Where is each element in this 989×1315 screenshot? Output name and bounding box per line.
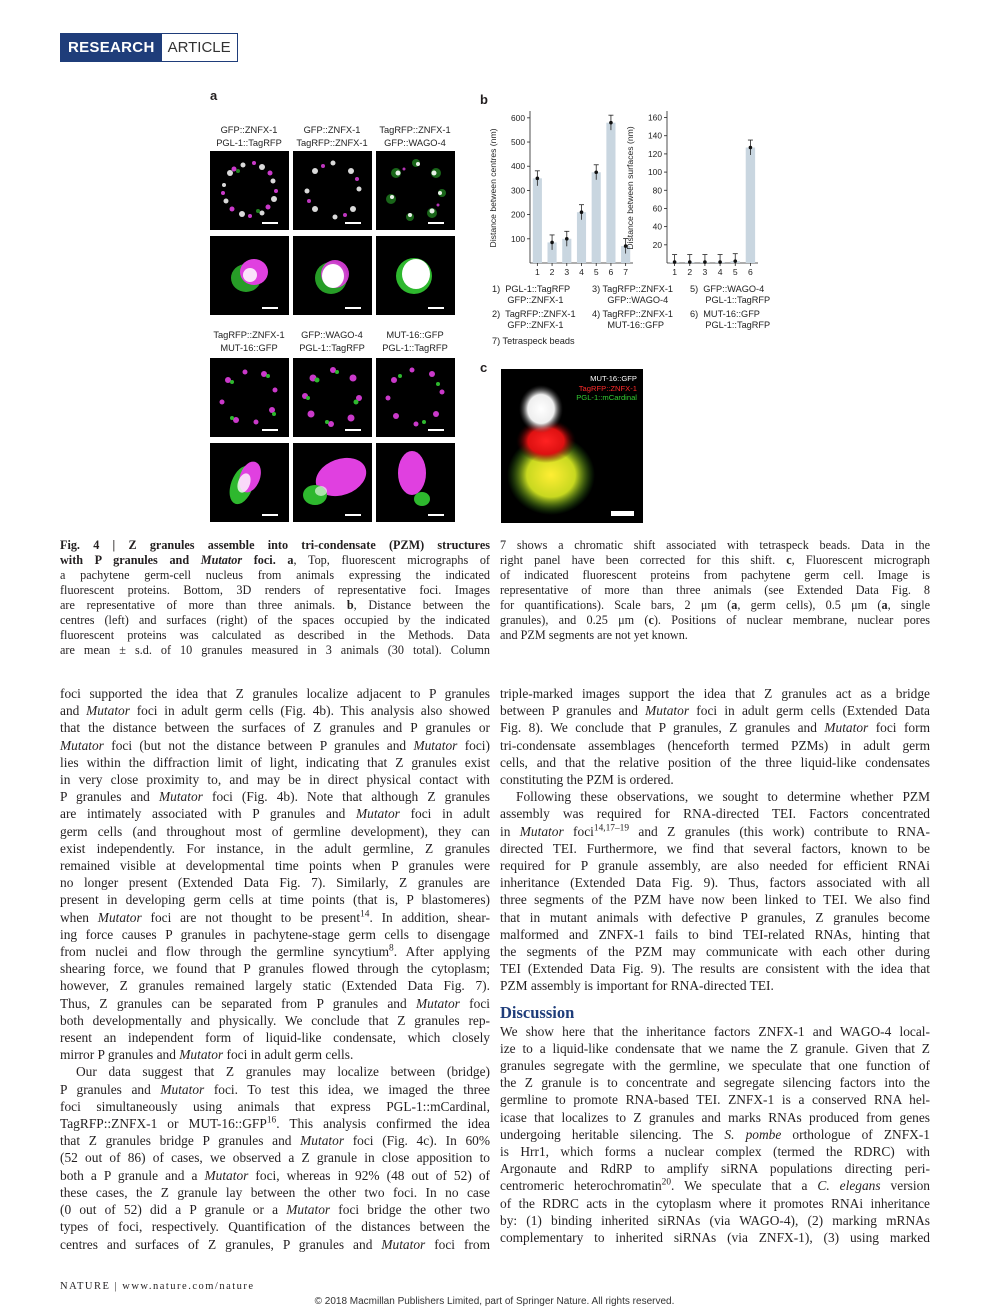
caption-line: centres (left) and surfaces (right) of the spaces occupied by the indicated <box>60 613 490 627</box>
granule-render <box>376 236 455 315</box>
granule-render <box>210 443 289 522</box>
pzm-micrograph <box>501 369 643 523</box>
body-line: types of foci, respectively. Quantification of the distances between the <box>60 1219 490 1235</box>
body-line: shearing force, we found that P granules flowed through the cytoplasm; <box>60 961 490 977</box>
research-label: RESEARCH <box>61 34 162 61</box>
x-tick-label: 7 <box>623 267 629 277</box>
body-line: centres and surfaces of Z granules, P granules and Mutator foci from <box>60 1236 490 1252</box>
caption-line: for quantifications). Scale bars, 2 μm (a, germ cells), 0.5 μm (a, single <box>500 598 930 612</box>
x-tick-label: 6 <box>608 267 614 277</box>
caption-line: are mean ± s.d. of 10 granules measured in 3 animals (30 total). Column <box>60 643 490 657</box>
body-line: however, Z granules remained largely static (Extended Data Fig. 7). <box>60 978 490 994</box>
caption-line: fluorescent proteins was calculated as described in the Methods. Data <box>60 628 490 642</box>
y-tick-label: 600 <box>511 112 525 123</box>
body-line: Following these observations, we sought to determine whether PZM <box>516 789 930 805</box>
caption-line: representative of more than three animals (see Extended Data Fig. 8 <box>500 583 930 597</box>
y-tick-label: 120 <box>648 148 662 159</box>
legend-item: 4) TagRFP::ZNFX-1 MUT-16::GFP <box>592 309 674 330</box>
body-line: that Z granules bridge P granules and Mutator foci (Fig. 4c). In 60% <box>60 1133 491 1149</box>
bar <box>577 212 586 263</box>
x-tick-label: 6 <box>748 267 753 277</box>
caption-line: of indicated fluorescent proteins from pachytene germ cell. Image is <box>500 568 930 582</box>
y-tick-label: 400 <box>511 161 525 172</box>
body-line: TagRFP::ZNFX-1 or MUT-16::GFP$^{16}$. This analysis confirmed the idea <box>60 1115 490 1132</box>
body-column-left <box>60 685 490 1253</box>
body-line: P granules and Mutator foci. To test this idea, we imaged the three <box>60 1081 490 1097</box>
body-line: PZM assembly is important for RNA-directed TEI. <box>500 978 774 994</box>
body-line: cells, and that the relative position of the three liquid-like condensates <box>500 754 930 770</box>
body-line: that in mutant animals with defective P granules, Z granules become <box>500 909 930 925</box>
granule-render <box>293 443 372 522</box>
data-point <box>609 121 613 125</box>
body-line: present in developing germ cells at time points (that is, P blastomeres) <box>60 892 490 908</box>
granule-render <box>210 236 289 315</box>
body-line: lies within the diffraction limit of light, indicating that Z granules exist <box>60 754 490 770</box>
figure-caption-left <box>60 538 490 658</box>
y-tick-label: 20 <box>652 239 662 250</box>
body-line: tri-condensate assemblages (henceforth termed PZMs) in adult germ <box>500 737 930 753</box>
body-line: centromeric heterochromatin$^{20}$. We speculate that a C. elegans version <box>500 1178 930 1194</box>
y-tick-label: 40 <box>652 221 662 232</box>
x-tick-label: 5 <box>732 267 738 277</box>
x-tick-label: 3 <box>702 267 708 277</box>
granule-render <box>293 236 372 315</box>
nucleus-micrograph <box>376 358 455 437</box>
body-line: foci simultaneously using animals that express PGL-1::mCardinal, <box>60 1098 490 1114</box>
bar <box>606 123 615 263</box>
legend-item: 2) TagRFP::ZNFX-1 GFP::ZNFX-1 <box>492 309 576 330</box>
nucleus-micrograph <box>210 358 289 437</box>
body-line: and Mutator foci in adult germ cells (Fig. 4b). This analysis also showed <box>60 703 490 719</box>
body-line: by: (1) binding inherited siRNAs (via WAGO-4), (2) marking mRNAs <box>500 1212 930 1228</box>
body-line: remained visible at developmental time points when P granules were <box>60 858 490 874</box>
body-line: of the RDRC acts in the cytoplasm where it promotes RNAi inheritance <box>500 1195 930 1211</box>
body-line: inheritance (Extended Data Fig. 9). Thus, factors associated with all <box>500 875 930 891</box>
body-line: ing force causes P granules in pachytene-stage germ cells to disengage <box>60 926 490 942</box>
body-line: Our data suggest that Z granules may localize between (bridge) <box>76 1064 490 1080</box>
body-line: foci supported the idea that Z granules localize adjacent to P granules <box>60 686 490 701</box>
caption-line: with P granules and Mutator foci. a, Top, fluorescent micrographs of <box>60 553 490 567</box>
legend-item: 5) GFP::WAGO-4 PGL-1::TagRFP <box>690 284 771 305</box>
body-line: malformed and ZNFX-1 fails to bind TEI-related RNAs, hinting that <box>500 926 930 942</box>
body-line: these cases, the Z granule lay between the other two foci. In no case <box>60 1184 490 1200</box>
body-line: icase that localizes to Z granules and marks RNAs produced from genes <box>500 1109 930 1125</box>
caption-line: Fig. 4 | Z granules assemble into tri-condensate (PZM) structures <box>60 538 490 552</box>
panel-a-label: a <box>210 88 218 103</box>
body-line: no longer present (Extended Data Fig. 7). Similarly, Z granules are <box>60 875 490 891</box>
x-tick-label: 4 <box>717 267 723 277</box>
y-axis-label: Distance between centres (nm) <box>488 128 498 248</box>
body-line: triple-marked images support the idea that Z granules act as a bridge <box>500 686 930 701</box>
legend-item: 7) Tetraspeck beads <box>492 336 575 346</box>
body-line: directed TEI. Furthermore, we find that several factors, known to be <box>500 840 930 856</box>
caption-line: right panel have been corrected for this shift. c, Fluorescent micrograph <box>500 553 930 567</box>
body-line: granules segregate with the germline, we speculate that one function of <box>500 1058 930 1074</box>
caption-line: a pachytene germ-cell nucleus from animals expressing the indicated <box>60 568 490 582</box>
article-label: ARTICLE <box>162 34 237 61</box>
y-tick-label: 60 <box>652 203 662 214</box>
legend-znfx1: TagRFP::ZNFX-1 <box>578 383 637 393</box>
nucleus-micrograph <box>210 151 289 230</box>
micrograph-label: GFP::ZNFX-1 PGL-1::TagRFP <box>216 125 282 148</box>
data-point <box>749 146 753 150</box>
body-line: mirror P granules and Mutator foci in adult germ cells. <box>60 1047 354 1063</box>
data-point <box>580 210 584 214</box>
panel-b-label: b <box>480 92 488 107</box>
body-line: germline to promote RNA-based TEI. ZNFX-1 is a conserved RNA hel- <box>500 1092 930 1108</box>
body-line: are intimately associated with P granules and Mutator foci in adult <box>60 806 490 822</box>
caption-line: granules), and 0.25 μm (c). Positions of nuclear membrane, nuclear pores <box>500 613 931 627</box>
legend-item: 6) MUT-16::GFP PGL-1::TagRFP <box>690 309 771 330</box>
caption-line: are representative of more than three animals. b, Distance between the <box>60 598 490 612</box>
caption-line: 7 shows a chromatic shift associated with tetraspeck beads. Data in the <box>500 538 930 552</box>
body-line: TEI (Extended Data Fig. 9). The results are consistent with the idea that <box>500 961 930 977</box>
body-line: from nuclei and flow through the germline syncytium$^8$. After applying <box>60 943 490 960</box>
body-column-right <box>500 685 930 1246</box>
nucleus-micrograph <box>293 151 372 230</box>
data-point <box>733 259 737 263</box>
y-tick-label: 500 <box>511 137 525 148</box>
x-tick-label: 5 <box>593 267 599 277</box>
body-line: (52 out of 86) of cases, we observed a Z granule in close apposition to <box>60 1150 490 1166</box>
caption-line: and PZM segments are not yet known. <box>500 628 688 642</box>
y-tick-label: 80 <box>652 185 662 196</box>
body-line: three segments of the PZM have now been linked to TEI. We also find <box>500 892 930 908</box>
y-tick-label: 100 <box>511 233 525 244</box>
data-point <box>565 237 569 241</box>
body-line: Fig. 8). We conclude that P granules, Z granules and Mutator foci form <box>500 720 930 736</box>
x-tick-label: 1 <box>534 267 540 277</box>
legend-mut16: MUT-16::GFP <box>590 374 637 383</box>
body-line: assembly was required for RNA-directed TEI. Factors concentrated <box>500 806 930 822</box>
body-line: (0 out of 52) did a P granule or a Mutator foci bridge the other two <box>60 1202 490 1218</box>
body-line: is Hrr1, which forms a nuclear complex (termed the RDRC) with <box>500 1144 930 1160</box>
micrograph-label: TagRFP::ZNFX-1 MUT-16::GFP <box>213 330 285 353</box>
journal-footer: NATURE | www.nature.com/nature <box>60 1281 255 1292</box>
body-line: that the distance between the surfaces of Z granules and P granules or <box>60 720 490 736</box>
data-point <box>594 170 598 174</box>
bar <box>533 178 542 263</box>
body-line: the Z granule is to concentrate and segregate silencing factors into the <box>500 1075 930 1091</box>
y-tick-label: 200 <box>511 209 525 220</box>
x-tick-label: 2 <box>549 267 555 277</box>
nucleus-micrograph <box>376 151 455 230</box>
granule-render <box>376 443 455 522</box>
body-line: in Mutator foci$^{14,17-19}$ and Z granules (this work) contribute to RNA- <box>500 823 930 839</box>
legend-item: 1) PGL-1::TagRFP GFP::ZNFX-1 <box>492 284 571 305</box>
body-line: the segments of the PZM may communicate with each other during <box>500 944 930 960</box>
body-line: germ cells (and throughout most of germline development), they can <box>60 823 490 839</box>
section-header <box>60 33 238 62</box>
body-line: ize to a liquid-like condensate that we name the Z granule. Given that Z <box>500 1040 930 1056</box>
body-line: resent an independent form of liquid-like condensate, which closely <box>60 1030 490 1046</box>
body-line: Mutator foci (but not the distance between P granules and Mutator foci) <box>60 737 490 753</box>
x-tick-label: 1 <box>672 267 677 277</box>
legend-item: 3) TagRFP::ZNFX-1 GFP::WAGO-4 <box>592 284 674 305</box>
micrograph-label: GFP::WAGO-4 PGL-1::TagRFP <box>299 330 365 353</box>
surfaces-distance-chart <box>625 103 765 283</box>
bar <box>746 148 755 263</box>
x-tick-label: 2 <box>687 267 693 277</box>
discussion-heading: Discussion <box>500 1002 575 1022</box>
bar <box>592 172 601 263</box>
body-line: P granules and Mutator foci (Fig. 4b). Note that although Z granules <box>60 789 490 805</box>
copyright-notice: © 2018 Macmillan Publishers Limited, part of Springer Nature. All rights reserved. <box>314 1296 675 1307</box>
body-right-part-a <box>500 685 930 995</box>
panel-c-label: c <box>480 360 488 375</box>
micrograph-label: MUT-16::GFP PGL-1::TagRFP <box>382 330 448 353</box>
y-axis-label: Distance between surfaces (nm) <box>625 126 635 250</box>
nucleus-micrograph <box>293 358 372 437</box>
body-line: We show here that the inheritance factors ZNFX-1 and WAGO-4 local- <box>500 1023 930 1039</box>
body-line: undergoing heritable silencing. The S. pombe orthologue of ZNFX-1 <box>500 1126 930 1142</box>
y-tick-label: 160 <box>648 112 662 123</box>
body-line: exist independently. For instance, in the adult germline, Z granules <box>60 840 490 856</box>
body-line: Thus, Z granules can be separated from P granules and Mutator foci <box>60 995 490 1011</box>
centres-distance-chart <box>488 103 638 283</box>
micrograph-label: GFP::ZNFX-1 TagRFP::ZNFX-1 <box>296 125 368 148</box>
body-line: required for P granule assembly, are also needed for efficient RNAi <box>500 858 930 874</box>
body-line: both a P granule and a Mutator foci, whereas in 92% (48 out of 52) of <box>60 1167 490 1183</box>
body-line: when Mutator foci are not thought to be present$^{14}$. In addition, shear- <box>60 909 490 925</box>
data-point <box>550 241 554 245</box>
body-line: both developmentally and physically. We conclude that Z granules rep- <box>60 1012 490 1028</box>
body-right-part-b <box>500 1023 930 1247</box>
body-line: complementary to inherited siRNAs (via ZNFX-1), (3) using marked <box>500 1230 930 1246</box>
body-line: in very close proximity to, and may be in direct physical contact with <box>60 772 490 788</box>
micrograph-label: TagRFP::ZNFX-1 GFP::WAGO-4 <box>379 125 451 148</box>
figure-caption-right <box>500 538 930 643</box>
x-tick-label: 4 <box>579 267 584 277</box>
x-tick-label: 3 <box>564 267 570 277</box>
body-line: constituting the PZM is ordered. <box>500 772 674 788</box>
y-tick-label: 140 <box>648 130 662 141</box>
body-line: Argonaute and RdRP to amplify siRNA populations directing peri- <box>500 1161 930 1177</box>
legend-pgl1: PGL-1::mCardinal <box>576 393 637 402</box>
y-tick-label: 300 <box>511 185 525 196</box>
y-tick-label: 100 <box>648 167 662 178</box>
data-point <box>536 177 540 181</box>
caption-line: fluorescent proteins. Bottom, 3D renders of representative foci. Images <box>60 583 490 597</box>
panel-c-legend <box>576 374 637 403</box>
body-line: between P granules and Mutator foci in adult germ cells (Extended Data <box>500 703 930 719</box>
